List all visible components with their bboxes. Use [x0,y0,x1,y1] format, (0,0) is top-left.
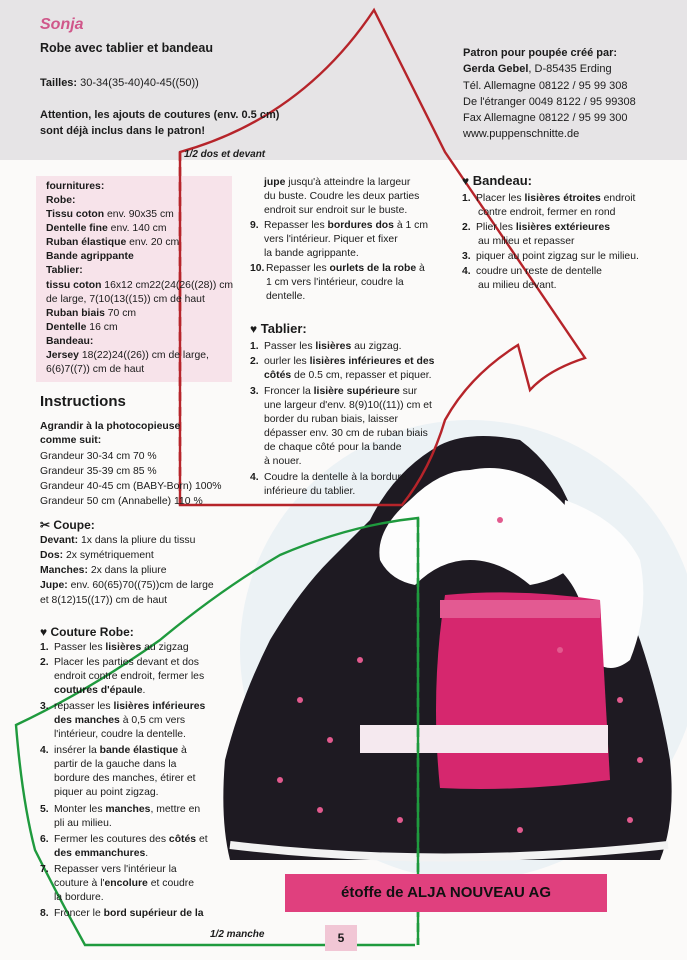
grandeur-2: Grandeur 35-39 cm 85 % [40,466,157,477]
designer-address: Gerda Gebel, D-85435 Erding [463,63,612,75]
materials-tissu: Tissu coton env. 90x35 cm [46,209,174,220]
materials-tablier: Tablier: [46,265,83,276]
materials-tablier-tissu-2: de large, 7(10(13((15)) cm de haut [46,294,205,305]
col2-step-9b: vers l'intérieur. Piquer et fixer [264,234,398,245]
bandeau-step-4: 4. coudre un reste de dentelle [462,266,602,277]
coupe-jupe: Jupe: env. 60(65)70((75))cm de large [40,580,214,591]
couture-step-6: 6. Fermer les coutures des côtés et [40,834,208,845]
couture-step-7b: couture à l'encolure et coudre [54,878,195,889]
couture-heading: ♥ Couture Robe: [40,625,134,639]
designer-abroad: De l'étranger 0049 8122 / 95 99308 [463,96,636,108]
agrandir-2: comme suit: [40,435,102,446]
materials-ruban: Ruban élastique env. 20 cm [46,237,180,248]
tablier-step-2: 2. ourler les lisières inférieures et des [250,356,435,367]
scissors-icon: ✂ [40,518,51,532]
tablier-step-3d: dépasser env. 30 cm de ruban biais [264,428,428,439]
tablier-step-3c: border du ruban biais, laisser [264,414,398,425]
coupe-heading: ✂ Coupe: [40,518,95,532]
couture-step-1: 1. Passer les lisières au zigzag [40,642,189,653]
couture-step-5b: pli au milieu. [54,818,112,829]
couture-step-6b: des emmanchures. [54,848,149,859]
designer-fax: Fax Allemagne 08122 / 95 99 300 [463,112,628,124]
materials-tablier-tissu: tissu coton 16x12 cm22(24(26((28)) cm [46,280,234,291]
tablier-heading: ♥ Tablier: [250,321,307,336]
couture-step-8: 8. Froncer le bord supérieur de la [40,908,204,919]
doll-name: Sonja [40,16,84,33]
pattern-label-bodice: 1/2 dos et devant [184,149,266,160]
bandeau-step-2b: au milieu et repasser [478,236,575,247]
col2-step-10b: 1 cm vers l'intérieur, coudre la [266,277,404,288]
coupe-devant: Devant: 1x dans la pliure du tissu [40,535,196,546]
tablier-step-4b: inférieure du tablier. [264,486,356,497]
couture-step-3c: l'intérieur, coudre la dentelle. [54,729,186,740]
bandeau-heading: ♥ Bandeau: [462,173,532,188]
materials-dentelle: Dentelle fine env. 140 cm [46,223,167,234]
coupe-dos: Dos: 2x symétriquement [40,550,154,561]
pattern-label-sleeve: 1/2 manche [210,929,265,940]
grandeur-3: Grandeur 40-45 cm (BABY-Born) 100% [40,481,222,492]
tablier-step-3f: à nouer. [264,456,302,467]
instructions-heading: Instructions [40,393,126,410]
col2-step-9c: la bande agrippante. [264,248,359,259]
tablier-step-3e: de chaque côté pour la bande [264,442,402,453]
heart-icon: ♥ [250,322,258,336]
couture-step-5: 5. Monter les manches, mettre en [40,804,201,815]
tablier-step-1: 1. Passer les lisières au zigzag. [250,341,402,352]
couture-step-4d: piquer au point zigzag. [54,787,159,798]
materials-jersey: Jersey 18(22)24((26)) cm de large, [46,350,209,361]
col2-step-10: 10. Repasser les ourlets de la robe à [250,263,425,274]
couture-step-7: 7. Repasser vers l'intérieur la [40,864,177,875]
couture-step-2c: coutures d'épaule. [54,685,146,696]
fabric-banner [285,874,607,912]
page-title: Robe avec tablier et bandeau [40,41,213,55]
materials-jersey-2: 6(6)7((7)) cm de haut [46,364,145,375]
materials-ruban-biais: Ruban biais 70 cm [46,308,137,319]
materials-dentelle16: Dentelle 16 cm [46,322,118,333]
coupe-manches: Manches: 2x dans la pliure [40,565,167,576]
bandeau-step-2: 2. Plier les lisières extérieures [462,222,611,233]
tablier-step-2b: côtés de 0.5 cm, repasser et piquer. [264,370,432,381]
tablier-step-4: 4. Coudre la dentelle à la bordure [250,472,407,483]
col2-step-9: 9. Repasser les bordures dos à 1 cm [250,220,429,231]
page-number: 5 [325,925,357,951]
heart-icon: ♥ [40,625,48,639]
tablier-step-3: 3. Froncer la lisière supérieure sur [250,386,418,397]
couture-step-2b: endroit contre endroit, fermer les [54,671,205,682]
agrandir-1: Agrandir à la photocopieuse [40,421,181,432]
materials-bandeau: Bandeau: [46,336,94,347]
bandeau-step-1: 1. Placer les lisières étroites endroit [462,193,636,204]
couture-step-2: 2. Placer les parties devant et dos [40,657,199,668]
couture-step-7c: la bordure. [54,892,104,903]
warning-line-1: Attention, les ajouts de coutures (env. 0.5 cm) [40,109,280,121]
coupe-jupe-2: et 8(12)15((17)) cm de haut [40,595,168,606]
grandeur-1: Grandeur 30-34 cm 70 % [40,451,157,462]
bandeau-step-4b: au milieu devant. [478,280,557,291]
col2-step-10c: dentelle. [266,291,306,302]
grandeur-4: Grandeur 50 cm (Annabelle) 110 % [40,496,203,507]
materials-heading: fournitures: [46,181,105,192]
couture-step-3b: des manches à 0,5 cm vers [54,715,186,726]
materials-bande: Bande agrippante [46,251,134,262]
bandeau-step-3: 3. piquer au point zigzag sur le milieu. [462,251,639,262]
couture-step-4c: bordure des manches, étirer et [54,773,196,784]
designer-tel: Tél. Allemagne 08122 / 95 99 308 [463,80,628,92]
tablier-step-3b: une largeur d'env. 8(9)10((11)) cm et [264,400,432,411]
col2-step-8-line3: endroit sur endroit sur le buste. [264,205,408,216]
couture-step-4: 4. insérer la bande élastique à [40,745,187,756]
designer-web[interactable]: www.puppenschnitte.de [463,128,580,140]
bandeau-step-1b: contre endroit, fermer en rond [478,207,616,218]
fabric-banner-text: étoffe de ALJA NOUVEAU AG [340,884,551,901]
materials-robe: Robe: [46,195,76,206]
couture-step-4b: partir de la gauche dans la [54,759,177,770]
couture-step-3: 3. repasser les lisières inférieures [40,701,206,712]
sizes-line: Tailles: 30-34(35-40)40-45((50)) [40,77,199,89]
heart-icon: ♥ [462,174,470,188]
warning-line-2: sont déjà inclus dans le patron! [40,125,206,137]
col2-step-8-cont: jupe jusqu'à atteindre la largeur [264,177,411,188]
designer-intro: Patron pour poupée créé par: [463,47,618,59]
col2-step-8-line2: du buste. Coudre les deux parties [264,191,420,202]
